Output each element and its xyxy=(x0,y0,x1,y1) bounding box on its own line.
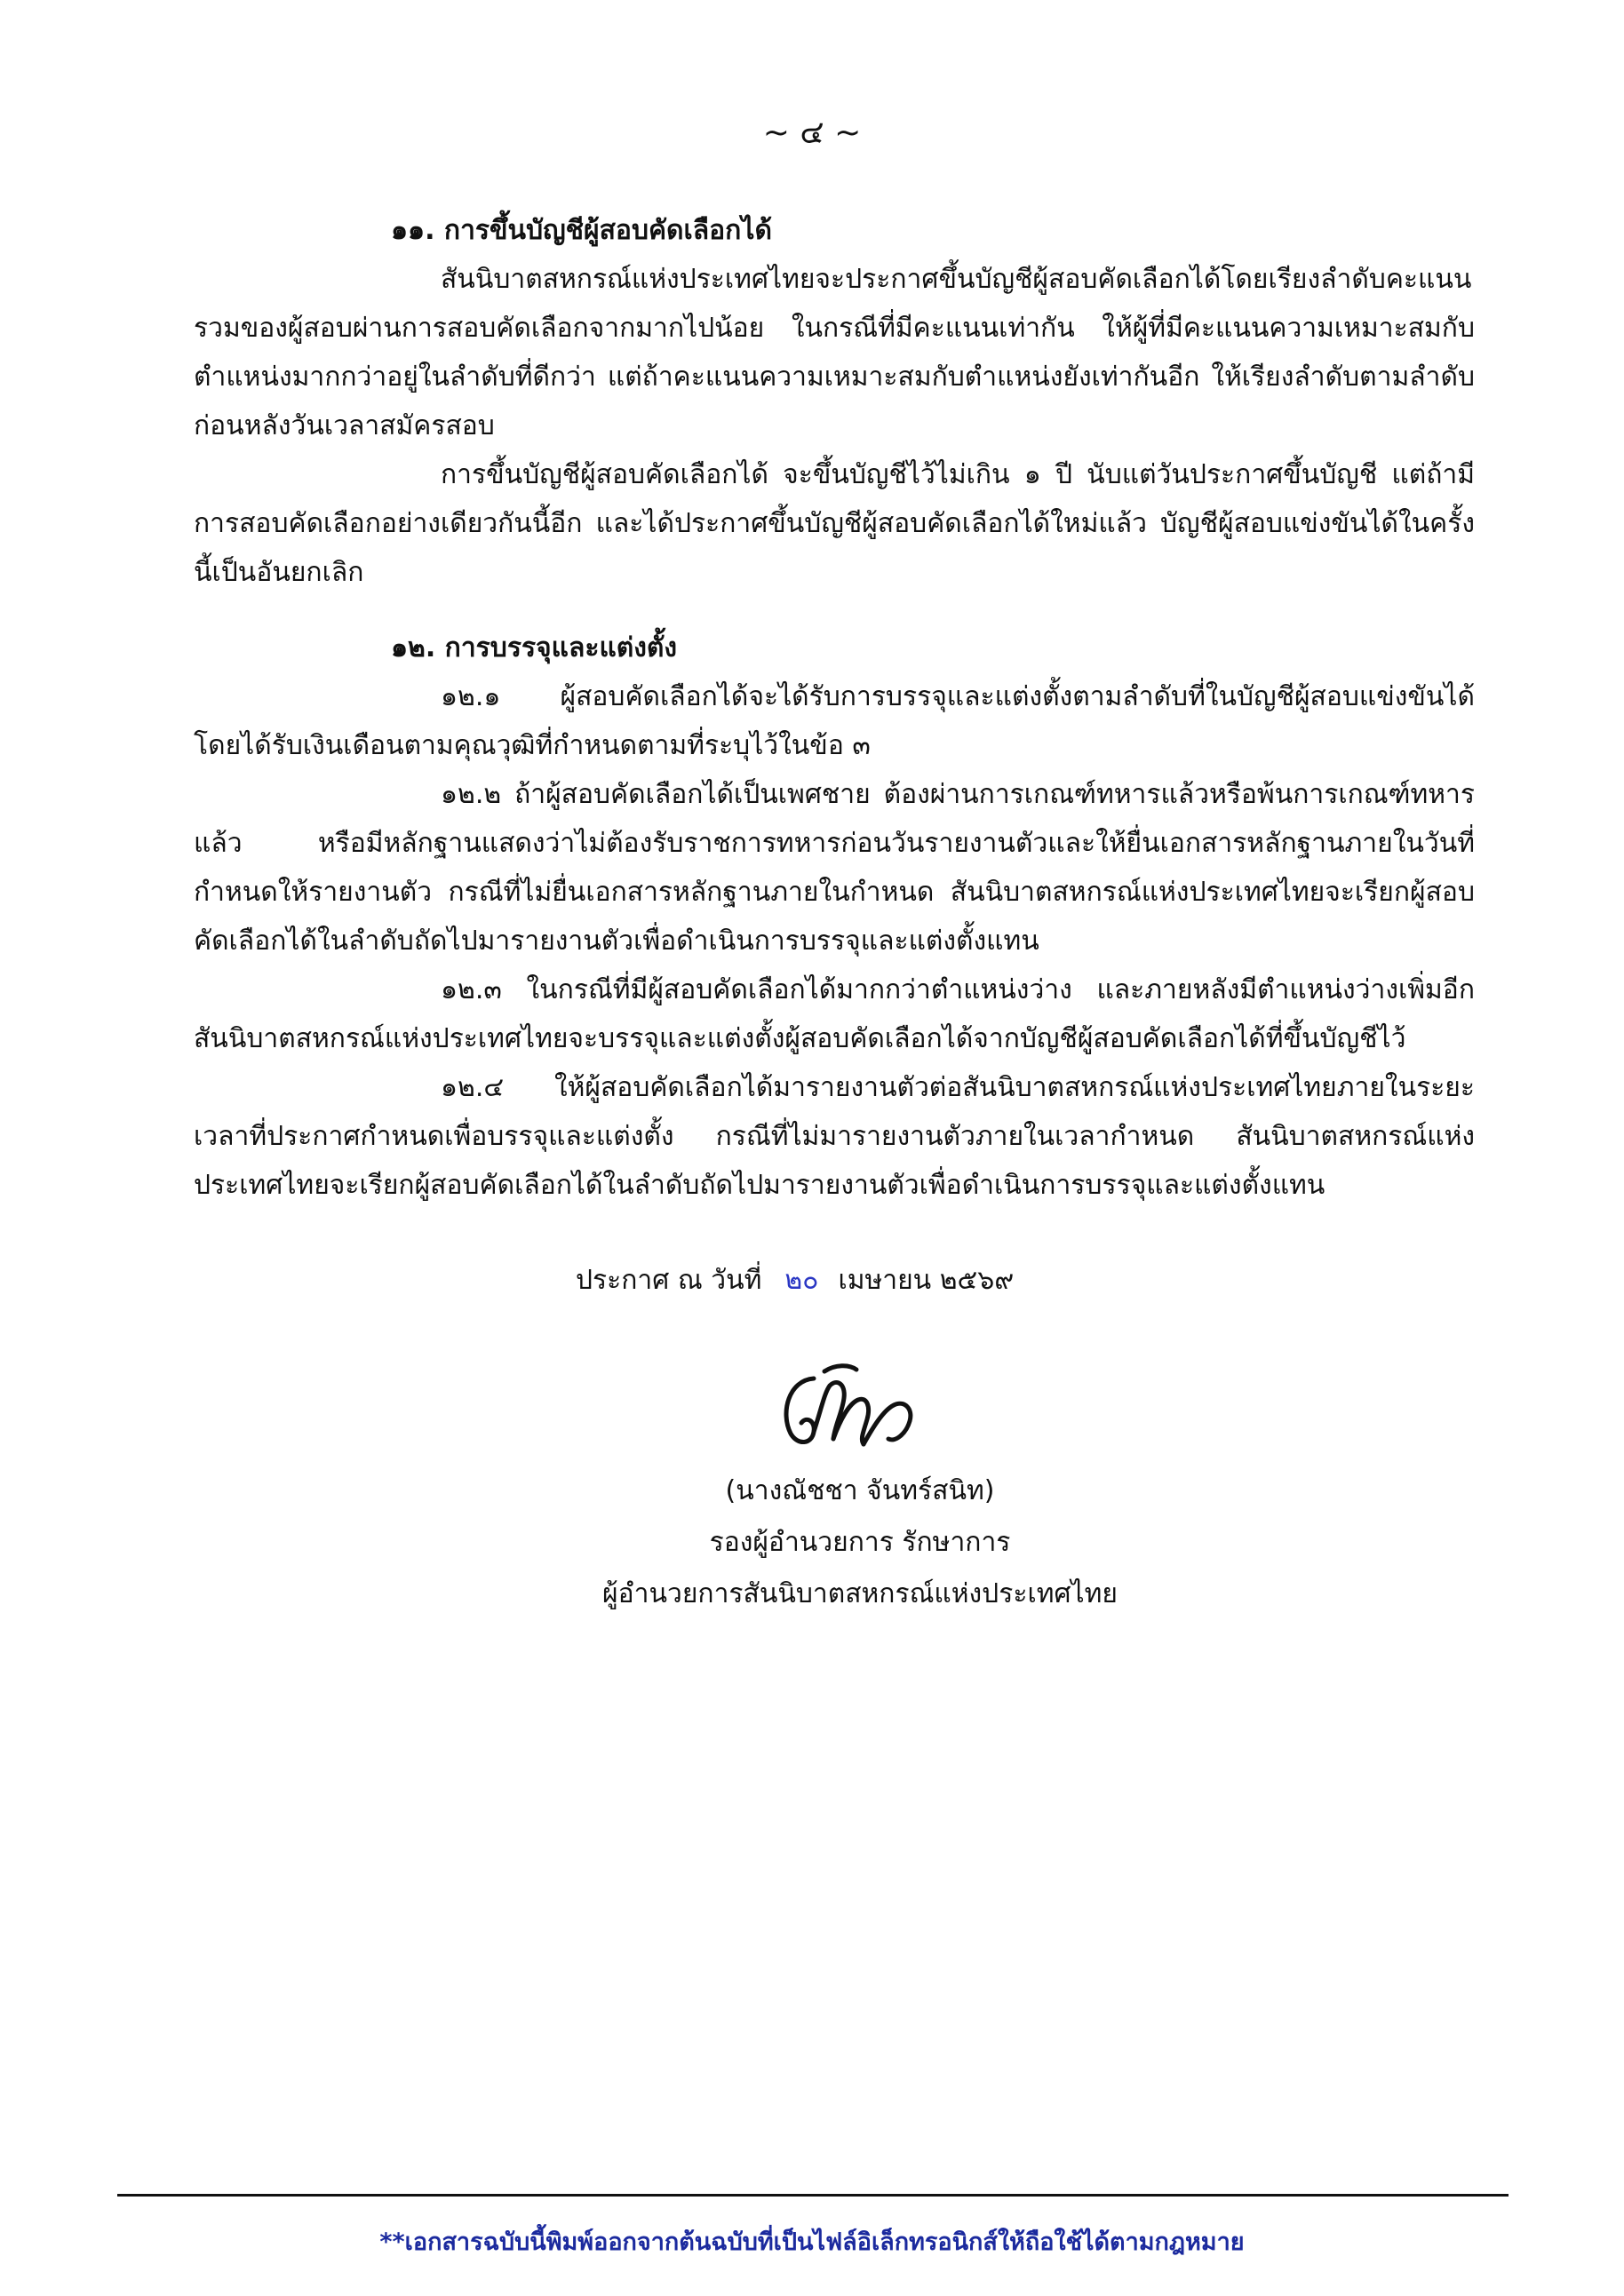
signer-title-line1: รองผู้อำนวยการ รักษาการ xyxy=(709,1527,1011,1558)
section-11-paragraph: สันนิบาตสหกรณ์แห่งประเทศไทยจะประกาศขึ้นบัญชีผู้สอบคัดเลือกได้โดยเรียงลำดับคะแนนรวมของผู้สอบผ่านการสอบคัดเลือกจากมากไปน้อย ในกรณีที่มีคะแนนเท่ากัน ให้ผู้ที่มีคะแนนความเหมาะสมกับตำแหน่งมากกว่าอยู่ในลำดับที่ดีกว่า แต่ถ้าคะแนนความเหมาะสมกับตำแหน่งยังเท่ากันอีก ให้เรียงลำดับตามลำดับก่อนหลังวันเวลาสมัครสอบ xyxy=(194,264,1475,441)
document-body xyxy=(194,206,1475,1210)
page-number: ~ ๔ ~ xyxy=(762,115,862,151)
announcement-date-line xyxy=(576,1259,1014,1301)
signer-name: (นางณัชชา จันทร์สนิท) xyxy=(725,1475,995,1506)
section-11-heading: ๑๑. การขึ้นบัญชีผู้สอบคัดเลือกได้ xyxy=(391,215,772,246)
announcement-prefix: ประกาศ ณ วันที่ xyxy=(576,1265,762,1296)
section-12-1-paragraph: ๑๒.๑ ผู้สอบคัดเลือกได้จะได้รับการบรรจุและแต่งตั้งตามลำดับที่ในบัญชีผู้สอบแข่งขันได้ โดยได้รับเงินเดือนตามคุณวุฒิที่กำหนดตามที่ระบุไว้ในข้อ ๓ xyxy=(194,681,1475,761)
section-12-4-paragraph: ๑๒.๔ ให้ผู้สอบคัดเลือกได้มารายงานตัวต่อสันนิบาตสหกรณ์แห่งประเทศไทยภายในระยะเวลาที่ประกาศกำหนดเพื่อบรรจุและแต่งตั้ง กรณีที่ไม่มารายงานตัวภายในเวลากำหนด สันนิบาตสหกรณ์แห่งประเทศไทยจะเรียกผู้สอบคัดเลือกได้ในลำดับถัดไปมารายงานตัวเพื่อดำเนินการบรรจุและแต่งตั้งแทน xyxy=(194,1072,1475,1201)
section-11-paragraph: การขึ้นบัญชีผู้สอบคัดเลือกได้ จะขึ้นบัญชีไว้ไม่เกิน ๑ ปี นับแต่วันประกาศขึ้นบัญชี แต่ถ้ามีการสอบคัดเลือกอย่างเดียวกันนี้อีก และได้ประกาศขึ้นบัญชีผู้สอบคัดเลือกได้ใหม่แล้ว บัญชีผู้สอบแข่งขันได้ในครั้งนี้เป็นอันยกเลิก xyxy=(194,459,1475,588)
signer-block xyxy=(576,1466,1144,1620)
section-12-heading: ๑๒. การบรรจุและแต่งตั้ง xyxy=(391,632,678,663)
announcement-day: ๒๐ xyxy=(784,1265,819,1296)
footer-note: **เอกสารฉบับนี้พิมพ์ออกจากต้นฉบับที่เป็นไฟล์อิเล็กทรอนิกส์ให้ถือใช้ได้ตามกฎหมาย xyxy=(379,2228,1245,2256)
section-12-3-paragraph: ๑๒.๓ ในกรณีที่มีผู้สอบคัดเลือกได้มากกว่าตำแหน่งว่าง และภายหลังมีตำแหน่งว่างเพิ่มอีก สันนิบาตสหกรณ์แห่งประเทศไทยจะบรรจุและแต่งตั้งผู้สอบคัดเลือกได้จากบัญชีผู้สอบคัดเลือกได้ที่ขึ้นบัญชีไว้ xyxy=(194,974,1475,1054)
handwritten-signature xyxy=(771,1357,940,1458)
signer-title-line2: ผู้อำนวยการสันนิบาตสหกรณ์แห่งประเทศไทย xyxy=(602,1578,1118,1609)
announcement-month-year: เมษายน ๒๕๖๙ xyxy=(838,1265,1015,1296)
section-12-2-paragraph: ๑๒.๒ ถ้าผู้สอบคัดเลือกได้เป็นเพศชาย ต้องผ่านการเกณฑ์ทหารแล้วหรือพ้นการเกณฑ์ทหารแล้ว หรือมีหลักฐานแสดงว่าไม่ต้องรับราชการทหารก่อนวันรายงานตัวและให้ยื่นเอกสารหลักฐานภายในวันที่กำหนดให้รายงานตัว กรณีที่ไม่ยื่นเอกสารหลักฐานภายในกำหนด สันนิบาตสหกรณ์แห่งประเทศไทยจะเรียกผู้สอบคัดเลือกได้ในลำดับถัดไปมารายงานตัวเพื่อดำเนินการบรรจุและแต่งตั้งแทน xyxy=(194,779,1475,957)
footer-divider xyxy=(117,2194,1509,2197)
